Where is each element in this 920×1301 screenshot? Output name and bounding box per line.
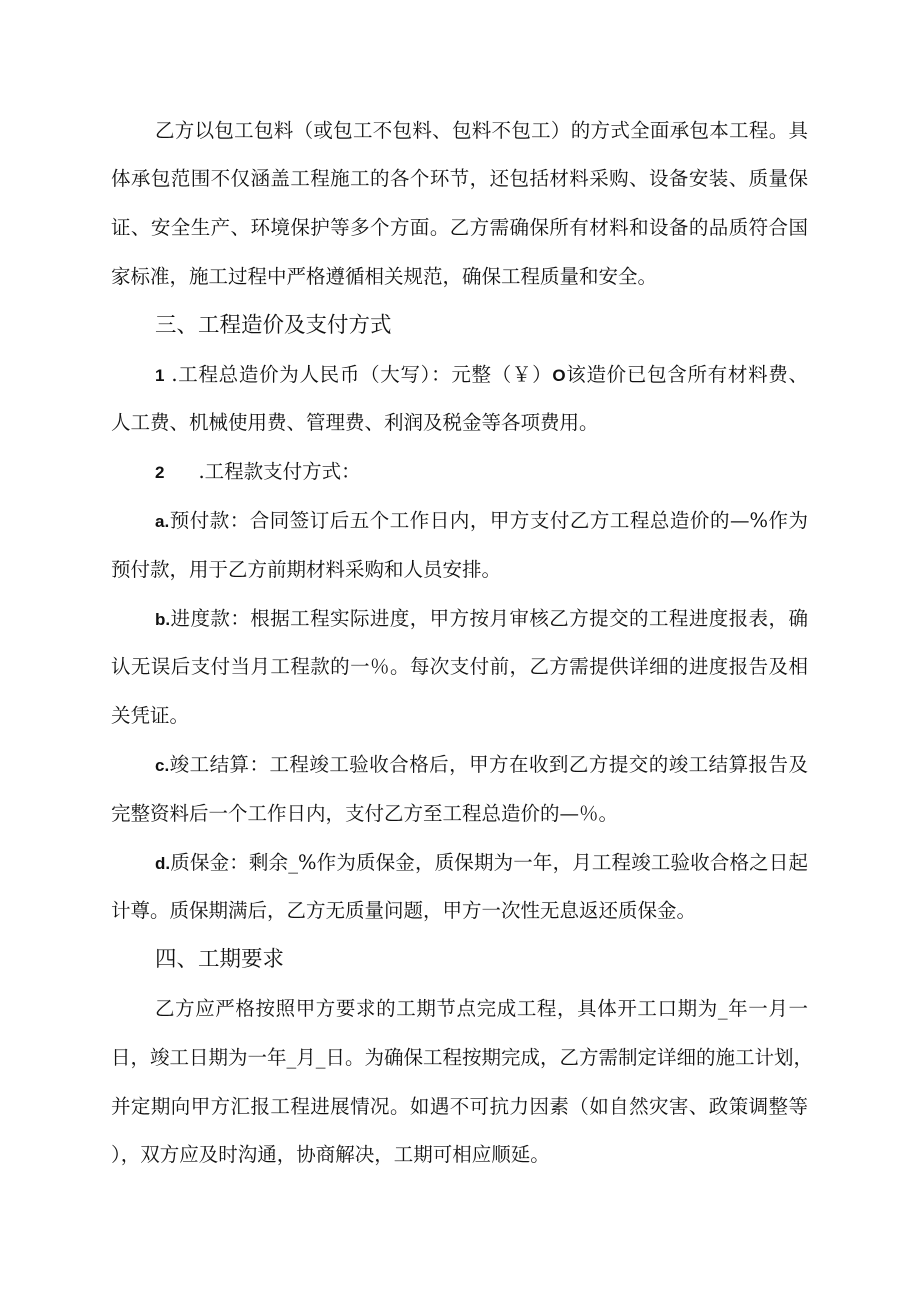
term-text: 进度款：根据工程实际进度，甲方按月审核乙方提交的工程进度报表，确 xyxy=(170,606,808,630)
paragraph-line: 完整资料后一个工作日内，支付乙方至工程总造价的—％。 xyxy=(111,801,619,825)
term-label: c. xyxy=(155,755,170,775)
paragraph-line: 家标准，施工过程中严格遵循相关规范，确保工程质量和安全。 xyxy=(111,264,658,288)
paragraph-line: ），双方应及时沟通，协商解决，工期可相应顺延。 xyxy=(111,1143,550,1167)
term-label: b. xyxy=(155,609,171,629)
paragraph-line xyxy=(111,741,808,790)
cost-item-2 xyxy=(111,448,808,497)
item-mark: O xyxy=(552,365,566,385)
term-text: 预付款：合同签订后五个工作日内，甲方支付乙方工程总造价的—%作为 xyxy=(169,508,808,532)
paragraph-line: 日，竣工日期为一年_月_日。为确保工程按期完成，乙方需制定详细的施工计划， xyxy=(111,1045,814,1069)
paragraph-line: 并定期向甲方汇报工程进展情况。如遇不可抗力因素（如自然灾害、政策调整等 xyxy=(111,1094,808,1118)
term-label: d. xyxy=(155,853,171,873)
paragraph-line xyxy=(111,351,808,400)
term-label: a. xyxy=(155,511,170,531)
paragraph-line: 体承包范围不仅涵盖工程施工的各个环节，还包括材料采购、设备安装、质量保 xyxy=(111,167,808,191)
paragraph-line: 乙方以包工包料（或包工不包料、包料不包工）的方式全面承包本工程。具 xyxy=(155,118,808,142)
paragraph-line: 乙方应严格按照甲方要求的工期节点完成工程，具体开工口期为_年一月一 xyxy=(155,996,808,1020)
item-number: 1 xyxy=(155,365,165,385)
payment-term-retention xyxy=(111,839,808,937)
document-body xyxy=(111,107,814,1181)
payment-term-advance xyxy=(111,497,808,595)
paragraph-line: 人工费、机械使用费、管理费、利润及税金等各项费用。 xyxy=(111,411,599,435)
section-heading-schedule: 四、工期要求 xyxy=(155,947,285,973)
paragraph-line xyxy=(111,839,808,888)
item-text: .工程款支付方式： xyxy=(198,460,361,484)
term-text: 质保金：剩余_%作为质保金，质保期为一年，月工程竣工验收合格之日起 xyxy=(170,850,808,874)
paragraph-line xyxy=(111,595,808,644)
payment-term-completion xyxy=(111,741,808,839)
paragraph-line: 预付款，用于乙方前期材料采购和人员安排。 xyxy=(111,557,502,581)
paragraph-line: 证、安全生产、环境保护等多个方面。乙方需确保所有材料和设备的品质符合国 xyxy=(111,216,808,240)
schedule-paragraph xyxy=(111,985,814,1180)
section-heading-cost-payment: 三、工程造价及支付方式 xyxy=(155,312,392,338)
scope-paragraph xyxy=(111,107,808,302)
paragraph-line: 计尊。质保期满后，乙方无质量问题，甲方一次性无息返还质保金。 xyxy=(111,899,697,923)
cost-item-1 xyxy=(111,351,808,449)
paragraph-line: 关凭证。 xyxy=(111,704,190,728)
term-text: 竣工结算：工程竣工验收合格后，甲方在收到乙方提交的竣工结算报告及 xyxy=(169,752,808,776)
item-number: 2 xyxy=(155,463,165,483)
item-text: .工程总造价为人民币（大写）：元整（￥） xyxy=(164,362,553,386)
payment-term-progress xyxy=(111,595,808,741)
paragraph-line: 认无误后支付当月工程款的一％。每次支付前，乙方需提供详细的进度报告及相 xyxy=(111,655,808,679)
paragraph-line xyxy=(111,497,808,546)
item-text: 该造价已包含所有材料费、 xyxy=(565,362,808,386)
